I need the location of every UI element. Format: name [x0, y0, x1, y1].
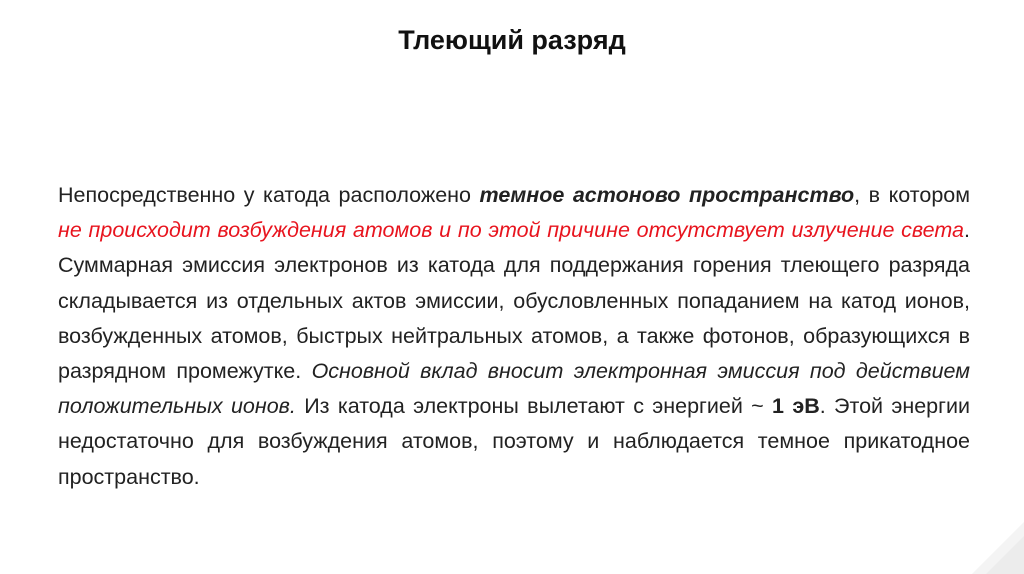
corner-decoration	[972, 522, 1024, 574]
text-segment-red-highlight: не происходит возбуждения атомов и по этой причине отсутствует излучение света	[58, 218, 965, 243]
text-segment-dark-space-term: темное астоново пространство	[479, 183, 855, 207]
text-segment-energy-intro: Из катода электроны вылетают с энергией ~	[295, 394, 773, 419]
text-segment-main-contribution: Основной вклад вносит электронная эмиссия под действием положительных ионов.	[58, 359, 970, 419]
text-segment-intro: Непосредственно у катода расположено	[58, 183, 480, 207]
text-segment-connector: , в котором	[854, 183, 971, 207]
slide-title: Тлеющий разряд	[398, 25, 626, 55]
slide-body-paragraph	[58, 178, 970, 495]
text-segment-energy-value: 1 эВ	[772, 394, 820, 419]
text-segment-emission: . Суммарная эмиссия электронов из катода для поддержания горения тлеющего разряда складывается из отдельных актов эмиссии, обусловленных попаданием на катод ионов, возбужденных атомов, быстрых нейтральных атомов, а также фотонов, образующихся в разрядном промежутке.	[58, 218, 970, 384]
text-segment-conclusion: . Этой энергии недостаточно для возбуждения атомов, поэтому и наблюдается темное прикатодное пространство.	[58, 394, 970, 489]
